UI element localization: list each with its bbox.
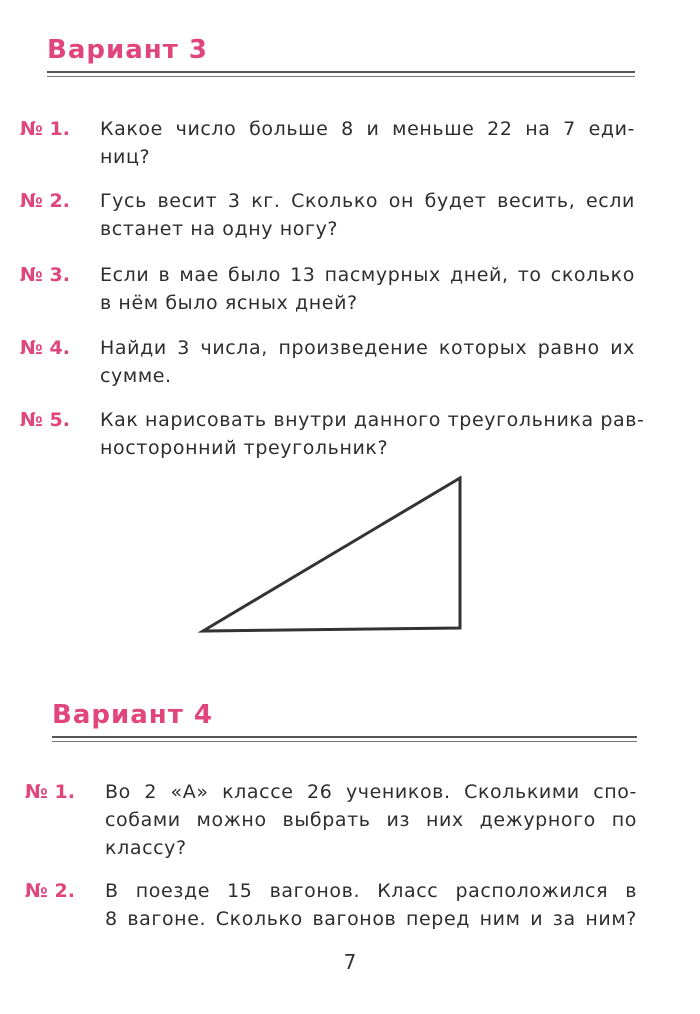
task-text-line: 8 вагоне. Сколько вагонов перед ним и за ним? — [105, 908, 637, 930]
task-text-line: Найди 3 числа, произведение которых равно их — [100, 337, 635, 359]
variant-4-rule-bottom — [52, 741, 637, 742]
task-number: № 5. — [20, 409, 70, 431]
task-text-line: носторонний треугольник? — [100, 437, 389, 459]
task-number: № 1. — [25, 781, 75, 803]
task-text-line: собами можно выбрать из них дежурного по — [105, 809, 637, 831]
task-number: № 4. — [20, 337, 70, 359]
task-text-line: Какое число больше 8 и меньше 22 на 7 еди- — [100, 118, 635, 140]
task-number: № 2. — [25, 880, 75, 902]
variant-4-title: Вариант 4 — [52, 700, 213, 730]
task-number: № 3. — [20, 264, 70, 286]
task-text-line: Как нарисовать внутри данного треугольника рав- — [100, 409, 645, 431]
task-text-line: В поезде 15 вагонов. Класс расположился в — [105, 880, 637, 902]
right-triangle — [203, 478, 460, 631]
task-text-line: классу? — [105, 837, 187, 859]
task-text-line: Если в мае было 13 пасмурных дней, то сколько — [100, 264, 635, 286]
variant-3-title: Вариант 3 — [47, 35, 208, 65]
task-number: № 2. — [20, 190, 70, 212]
task-text-line: в нём было ясных дней? — [100, 292, 358, 314]
task-text-line: встанет на одну ногу? — [100, 218, 339, 240]
page-number: 7 — [343, 950, 357, 974]
task-text-line: Во 2 «А» классе 26 учеников. Сколькими спо- — [105, 781, 637, 803]
variant-4-rule-top — [52, 736, 637, 738]
task-text-line: Гусь весит 3 кг. Сколько он будет весить, если — [100, 190, 635, 212]
task-text-line: сумме. — [100, 365, 172, 387]
task-number: № 1. — [20, 118, 70, 140]
task-text-line: ниц? — [100, 146, 151, 168]
